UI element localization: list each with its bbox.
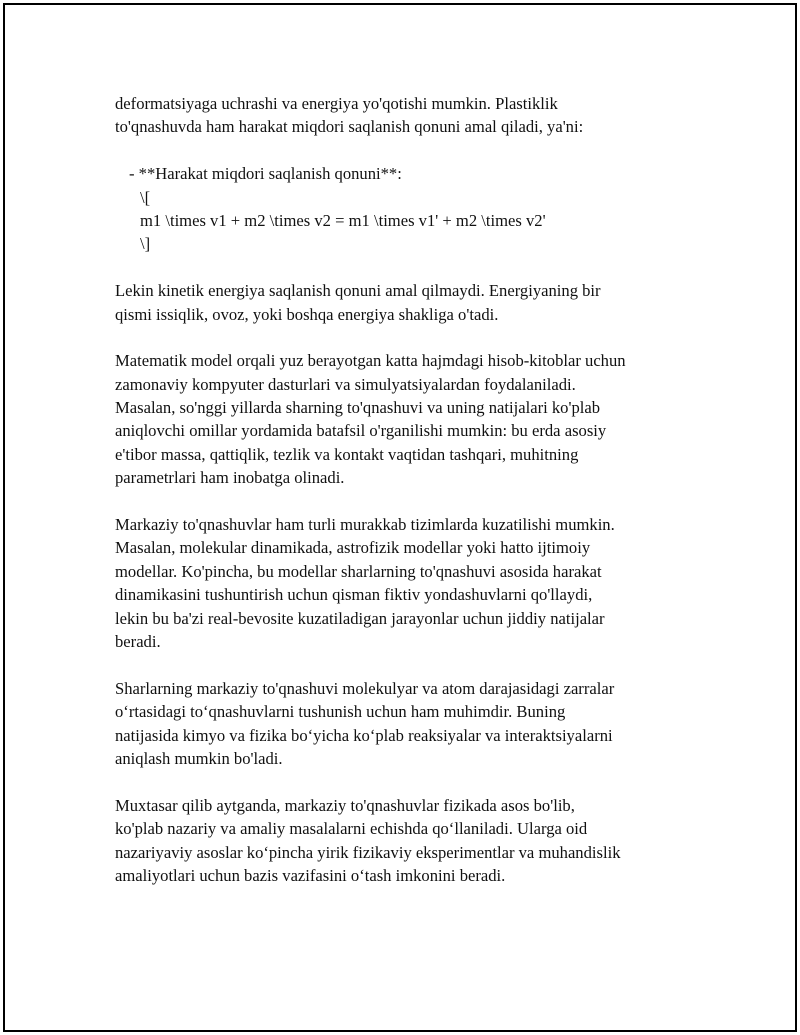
- text-line: modellar. Ko'pincha, bu modellar sharlarning to'qnashuvi asosida harakat: [115, 561, 602, 581]
- document-body: [115, 92, 695, 887]
- text-line: o‘rtasidagi to‘qnashuvlarni tushunish uchun ham muhimdir. Buning: [115, 702, 566, 722]
- paragraph-summary: [115, 794, 695, 888]
- paragraph-gap: [115, 139, 695, 162]
- paragraph-mathematical-model: [115, 349, 695, 489]
- paragraph-gap: [115, 653, 695, 676]
- intro-paragraph: [115, 92, 695, 139]
- text-line: qismi issiqlik, ovoz, yoki boshqa energiya shakliga o'tadi.: [115, 304, 499, 324]
- text-line: lekin bu ba'zi real-bevosite kuzatiladigan jarayonlar uchun jiddiy natijalar: [115, 608, 605, 628]
- text-line: Matematik model orqali yuz berayotgan katta hajmdagi hisob-kitoblar uchun: [115, 351, 626, 371]
- text-line: Markaziy to'qnashuvlar ham turli murakkab tizimlarda kuzatilishi mumkin.: [115, 515, 615, 535]
- text-line: nazariyaviy asoslar ko‘pincha yirik fizikaviy eksperimentlar va muhandislik: [115, 842, 621, 862]
- text-line: beradi.: [115, 631, 161, 651]
- text-line: deformatsiyaga uchrashi va energiya yo'qotishi mumkin. Plastiklik: [115, 94, 558, 113]
- momentum-formula: m1 \times v1 + m2 \times v2 = m1 \times v1' + m2 \times v2': [140, 210, 546, 230]
- text-line: Masalan, so'nggi yillarda sharning to'qnashuvi va uning natijalari ko'plab: [115, 398, 601, 418]
- text-line: Muxtasar qilib aytganda, markaziy to'qnashuvlar fizikada asos bo'lib,: [115, 795, 575, 815]
- text-line: natijasida kimyo va fizika bo‘yicha ko‘plab reaksiyalar va interaktsiyalarni: [115, 725, 613, 745]
- paragraph-gap: [115, 770, 695, 793]
- text-line: Lekin kinetik energiya saqlanish qonuni amal qilmaydi. Energiyaning bir: [115, 281, 601, 301]
- text-line: Sharlarning markaziy to'qnashuvi molekulyar va atom darajasidagi zarralar: [115, 678, 615, 698]
- paragraph-molecular-collisions: [115, 677, 695, 771]
- text-line: amaliyotlari uchun bazis vazifasini o‘tash imkonini beradi.: [115, 865, 506, 885]
- paragraph-gap: [115, 326, 695, 349]
- text-line: e'tibor massa, qattiqlik, tezlik va kontakt vaqtidan tashqari, muhitning: [115, 444, 579, 464]
- text-line: aniqlash mumkin bo'ladi.: [115, 748, 283, 768]
- text-line: to'qnashuvda ham harakat miqdori saqlanish qonuni amal qiladi, ya'ni:: [115, 117, 584, 137]
- text-line: zamonaviy kompyuter dasturlari va simulyatsiyalardan foydalaniladi.: [115, 374, 576, 394]
- text-line: ko'plab nazariy va amaliy masalalarni echishda qo‘llaniladi. Ularga oid: [115, 819, 588, 839]
- formula-open-delimiter: \[: [140, 187, 151, 207]
- paragraph-complex-systems: [115, 513, 695, 653]
- paragraph-kinetic-energy: [115, 279, 695, 326]
- text-line: parametrlari ham inobatga olinadi.: [115, 468, 345, 488]
- text-line: Masalan, molekular dinamikada, astrofizik modellar yoki hatto ijtimoiy: [115, 538, 591, 558]
- formula-block: [115, 162, 695, 256]
- paragraph-gap: [115, 256, 695, 279]
- paragraph-gap: [115, 490, 695, 513]
- formula-bullet: - **Harakat miqdori saqlanish qonuni**:: [129, 164, 402, 184]
- text-line: dinamikasini tushuntirish uchun qisman fiktiv yondashuvlarni qo'llaydi,: [115, 585, 593, 605]
- text-line: aniqlovchi omillar yordamida batafsil o'rganilishi mumkin: bu erda asosiy: [115, 421, 607, 441]
- formula-close-delimiter: \]: [140, 234, 151, 254]
